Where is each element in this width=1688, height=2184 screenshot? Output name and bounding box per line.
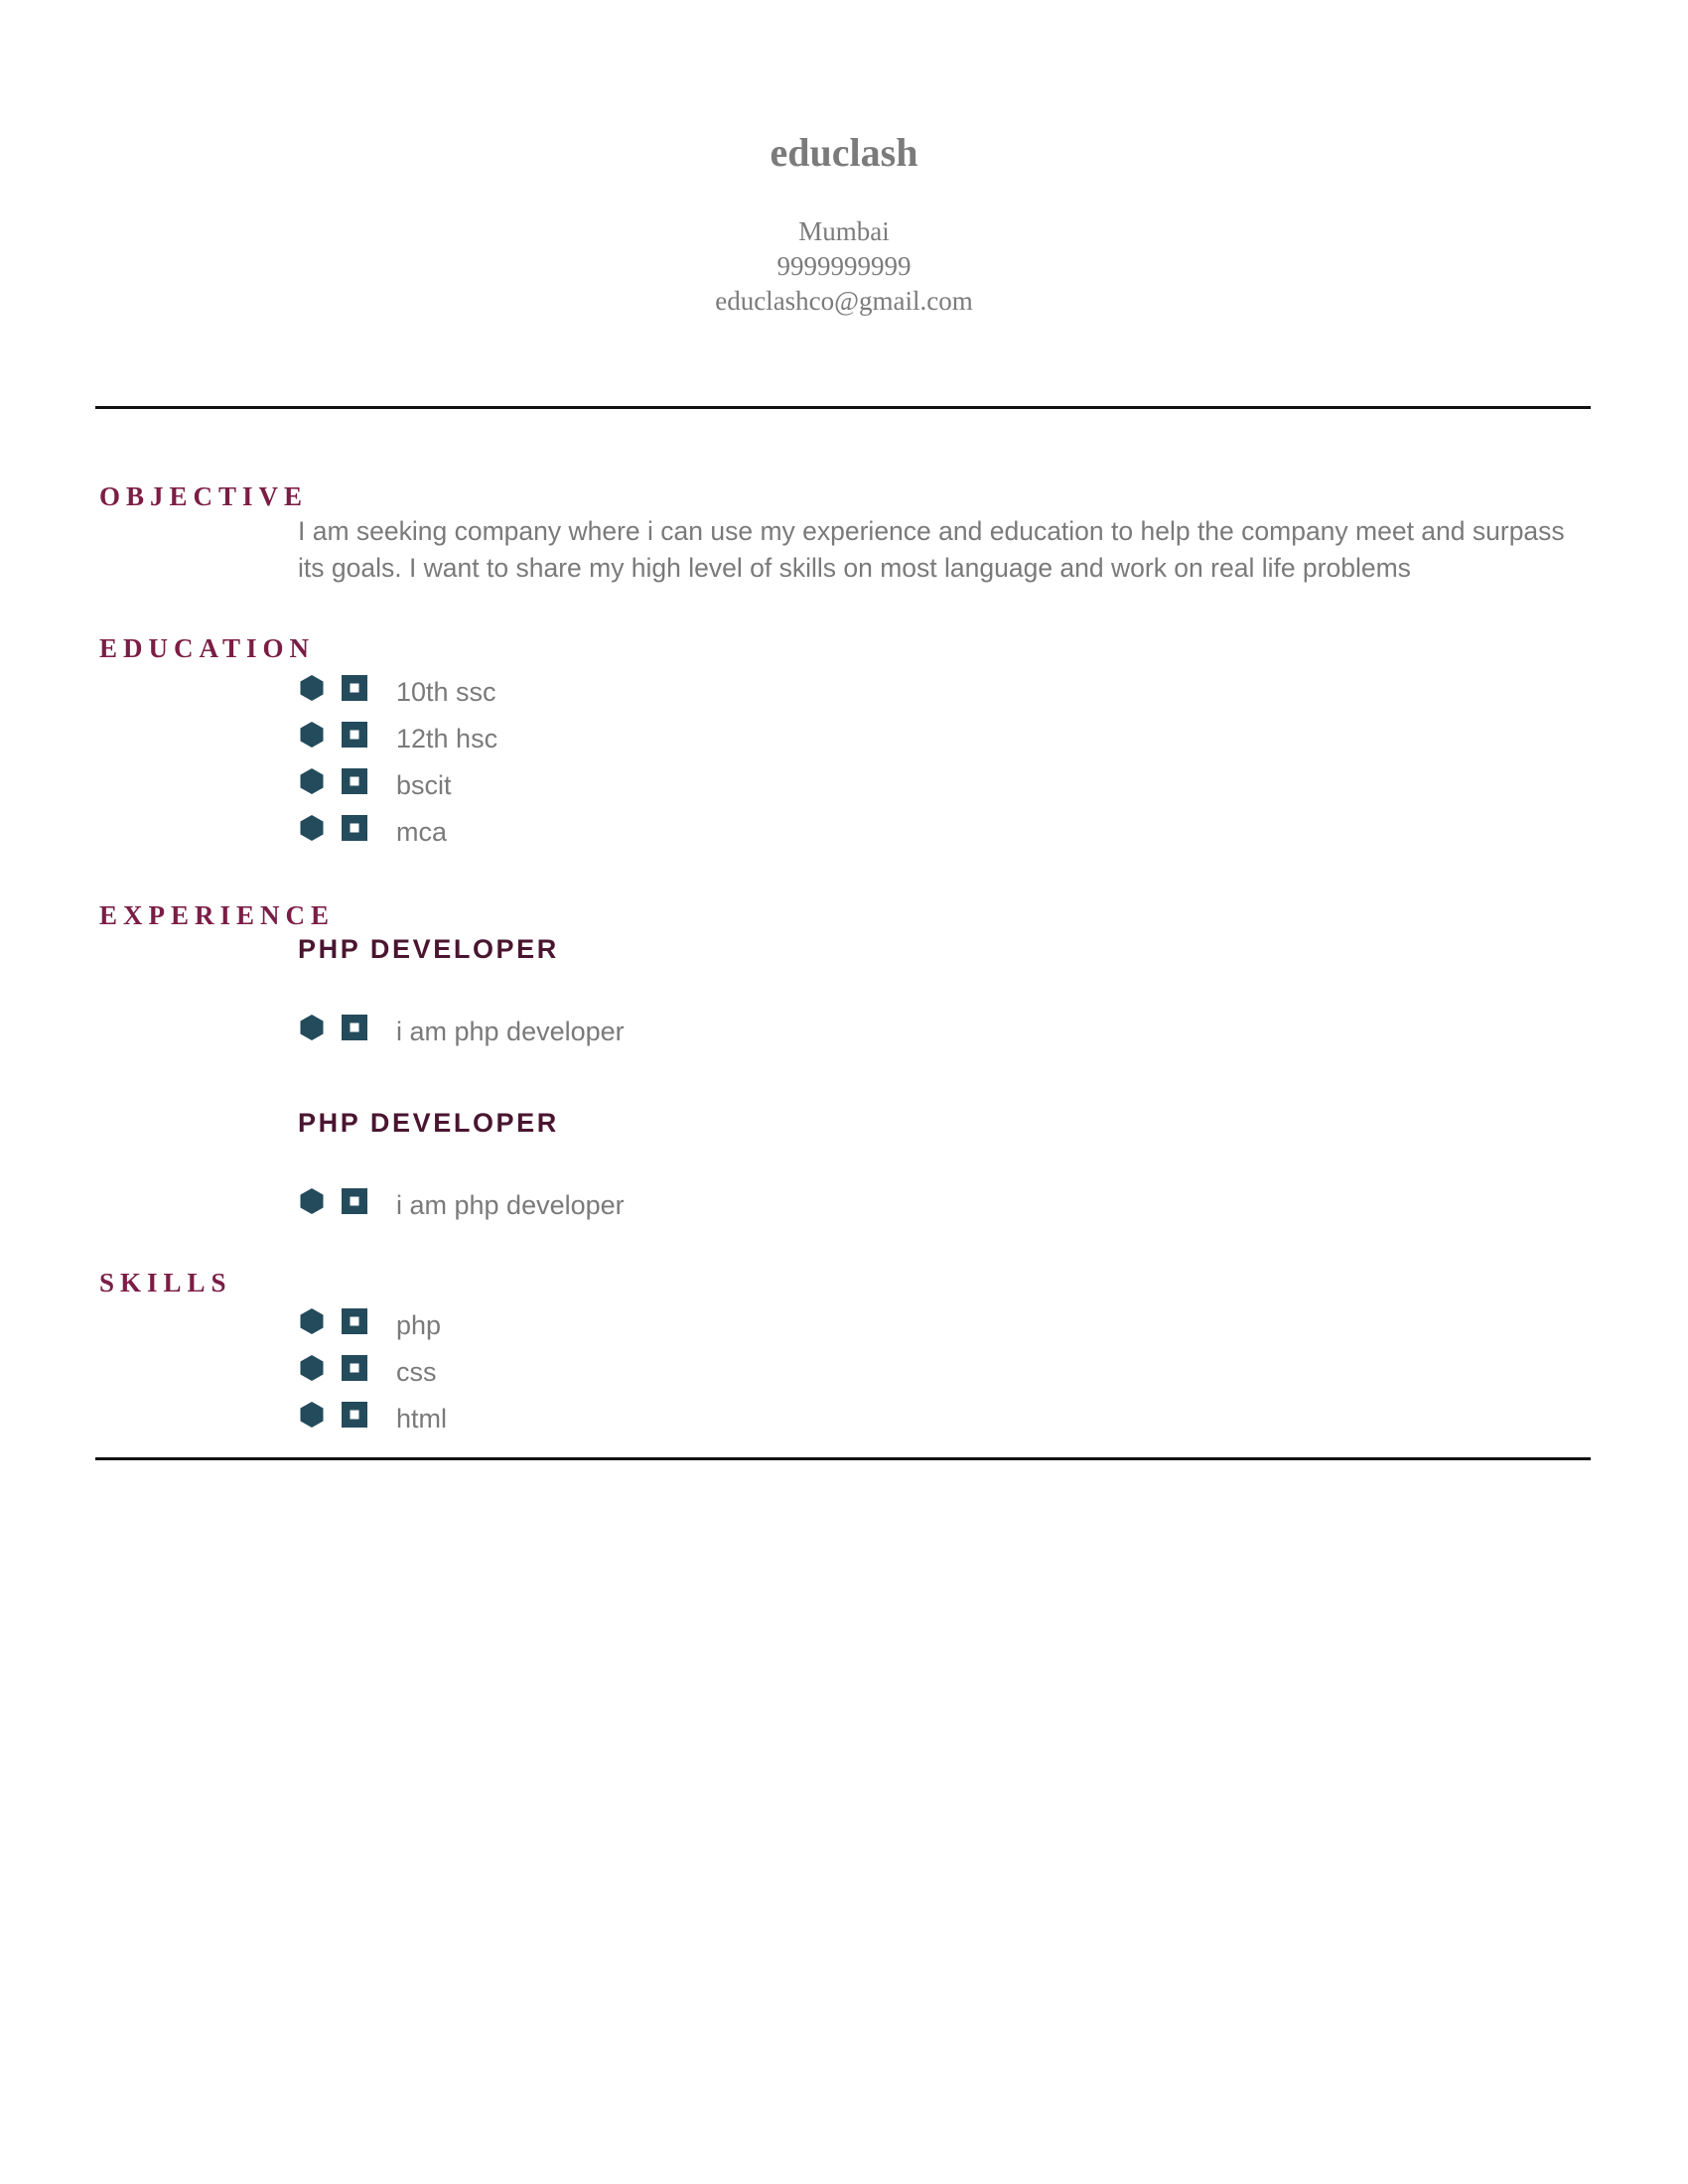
list-item-text: 12th hsc: [396, 723, 498, 753]
job-entry: [298, 1107, 1589, 1228]
bullet-icons: [298, 1187, 396, 1215]
square-icon: [341, 1014, 368, 1041]
hexagon-icon: [298, 674, 326, 702]
skills-content: [298, 1301, 1589, 1441]
bullet-icons: [298, 1354, 396, 1382]
job-details-list: [298, 1008, 1589, 1054]
bottom-divider: [95, 1457, 1591, 1460]
list-item: [298, 715, 1589, 761]
bullet-icons: [298, 721, 396, 749]
list-item-text: css: [396, 1356, 437, 1387]
list-item: [298, 1348, 1589, 1395]
bullet-icons: [298, 1401, 396, 1429]
square-icon: [341, 1401, 368, 1429]
hexagon-icon: [298, 814, 326, 842]
square-icon: [341, 721, 368, 749]
hexagon-icon: [298, 1354, 326, 1382]
list-item-text: html: [396, 1403, 448, 1433]
square-icon: [341, 1307, 368, 1335]
hexagon-icon: [298, 1401, 326, 1429]
list-item-text: php: [396, 1309, 442, 1340]
skills-heading: SKILLS: [99, 1268, 232, 1297]
education-content: [298, 668, 1589, 855]
job-title: PHP DEVELOPER: [298, 934, 559, 964]
bullet-icons: [298, 1307, 396, 1335]
list-item-text: 10th ssc: [396, 676, 496, 707]
experience-content: [298, 933, 1589, 1228]
hexagon-icon: [298, 767, 326, 795]
square-icon: [341, 1187, 368, 1215]
education-list: [298, 668, 1589, 855]
list-item: [298, 1008, 1589, 1054]
bullet-icons: [298, 674, 396, 702]
job-entry: [298, 933, 1589, 1054]
list-item-text: i am php developer: [396, 1016, 625, 1046]
contact-city: Mumbai: [798, 216, 890, 246]
job-title: PHP DEVELOPER: [298, 1108, 559, 1138]
resume-header: [0, 129, 1688, 319]
list-item-text: mca: [396, 816, 448, 847]
hexagon-icon: [298, 1187, 326, 1215]
objective-text: I am seeking company where i can use my experience and education to help the company meet and surpass its goals. I want to share my high level of skills on most language and work on real life problems: [298, 516, 1565, 583]
list-item: [298, 761, 1589, 808]
square-icon: [341, 814, 368, 842]
experience-heading: EXPERIENCE: [99, 900, 336, 930]
list-item-text: bscit: [396, 769, 452, 800]
skills-list: [298, 1301, 1589, 1441]
list-item: [298, 668, 1589, 715]
candidate-name: educlash: [770, 130, 918, 175]
list-item: [298, 1181, 1589, 1228]
list-item: [298, 808, 1589, 855]
job-details-list: [298, 1181, 1589, 1228]
objective-content: [298, 513, 1589, 587]
objective-heading: OBJECTIVE: [99, 481, 309, 511]
hexagon-icon: [298, 721, 326, 749]
bullet-icons: [298, 814, 396, 842]
list-item-text: i am php developer: [396, 1189, 625, 1220]
top-divider: [95, 406, 1591, 409]
bullet-icons: [298, 767, 396, 795]
hexagon-icon: [298, 1307, 326, 1335]
square-icon: [341, 1354, 368, 1382]
contact-phone: 9999999999: [776, 251, 912, 281]
square-icon: [341, 674, 368, 702]
bullet-icons: [298, 1014, 396, 1041]
education-heading: EDUCATION: [99, 633, 316, 663]
square-icon: [341, 767, 368, 795]
contact-info: [0, 214, 1688, 319]
list-item: [298, 1301, 1589, 1348]
list-item: [298, 1395, 1589, 1441]
hexagon-icon: [298, 1014, 326, 1041]
contact-email: educlashco@gmail.com: [715, 286, 973, 316]
